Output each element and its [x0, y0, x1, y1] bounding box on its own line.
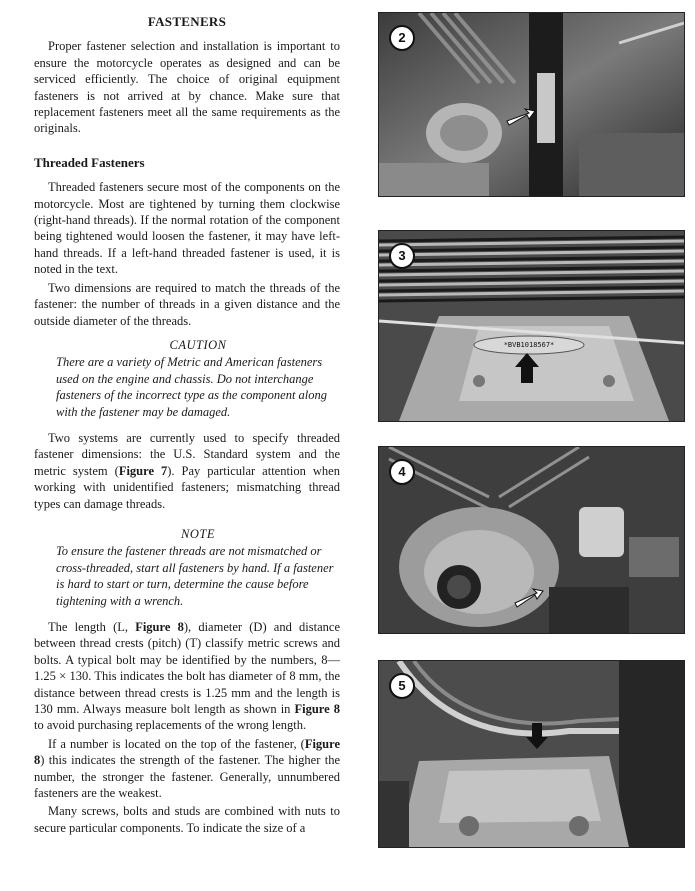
note-text: To ensure the fastener threads are not mismatched or cross-threaded, start all fasteners by hand. If a fastener is hard to start or turn, determine the cause before tightening with a wrench.	[56, 544, 334, 608]
figure-5-image	[379, 661, 684, 847]
caution-box	[56, 337, 340, 420]
figure-number-badge: 4	[389, 459, 415, 485]
figure-4-image	[379, 447, 684, 633]
figure-number-badge: 2	[389, 25, 415, 51]
figure-7-reference: Figure 7	[118, 463, 168, 478]
paragraph-threaded-fasteners: Threaded fasteners secure most of the components on the motorcycle. Most are tightened by turning them clockwise (right-hand threads). If the normal rotation of the component being tightened would loosen the fastener, it may have left-hand threads. If a left-hand threaded fastener is used, it is noted in the text.	[34, 180, 340, 277]
text-column	[34, 14, 340, 836]
figure-8-reference: Figure 8	[135, 620, 184, 634]
figure-number-badge: 3	[389, 243, 415, 269]
paragraph-nuts: Many screws, bolts and studs are combined with nuts to secure particular components. To indicate the size of a	[34, 804, 340, 835]
intro-paragraph: Proper fastener selection and installation is important to ensure the motorcycle operates as designed and can be serviced efficiently. The choice of original equipment fasteners is not arrived at by chance. Make sure that replacement fasteners meet all the same requirements as the originals.	[34, 39, 340, 136]
section-subheading: Threaded Fasteners	[34, 154, 145, 170]
paragraph-systems: Two systems are currently used to specify threaded fastener dimensions: the U.S. Standard system and the metric system (Figure 7). Pay particular attention when working with unidentified fasteners; mismatching thread types can damage threads.	[34, 430, 340, 511]
figure-4-photo	[378, 446, 685, 634]
page-heading: FASTENERS	[147, 14, 227, 29]
figure-8-reference-2: Figure 8	[294, 702, 340, 717]
figure-number-badge: 5	[389, 673, 415, 699]
figure-3-photo	[378, 230, 685, 422]
paragraph-dimensions: Two dimensions are required to match the threads of the fastener: the number of threads in a given distance and the outside diameter of the threads.	[34, 280, 340, 328]
note-box	[56, 526, 340, 609]
figure-3-image	[379, 231, 684, 421]
caution-title: CAUTION	[169, 337, 227, 352]
figure-2-photo	[378, 12, 685, 197]
figure-8-reference-3: Figure 8	[34, 736, 340, 768]
paragraph-strength: If a number is located on the top of the fastener, (Figure 8) this indicates the strength of the fastener. The higher the number, the stronger the fastener. Generally, unnumbered fasteners are the weakest.	[34, 736, 340, 801]
engine-serial-number: *BVB1018567*	[503, 341, 555, 349]
figure-5-photo	[378, 660, 685, 848]
figure-2-image	[379, 13, 684, 196]
note-title: NOTE	[181, 526, 215, 541]
paragraph-length-diameter: The length (L, Figure 8), diameter (D) and distance between thread crests (pitch) (T) classify metric screws and bolts. A typical bolt may be identified by the numbers, 8—1.25 × 130. This indicates the bolt has diameter of 8 mm, the distance between thread crests is 1.25 mm and the length is 130 mm. Always measure bolt length as shown in Figure 8 to avoid purchasing replacements of the wrong length.	[34, 620, 341, 733]
caution-text: There are a variety of Metric and American fasteners used on the engine and chassis. Do not interchange fasteners of the incorrect type as the component along with the fastener may be damaged.	[56, 355, 328, 419]
